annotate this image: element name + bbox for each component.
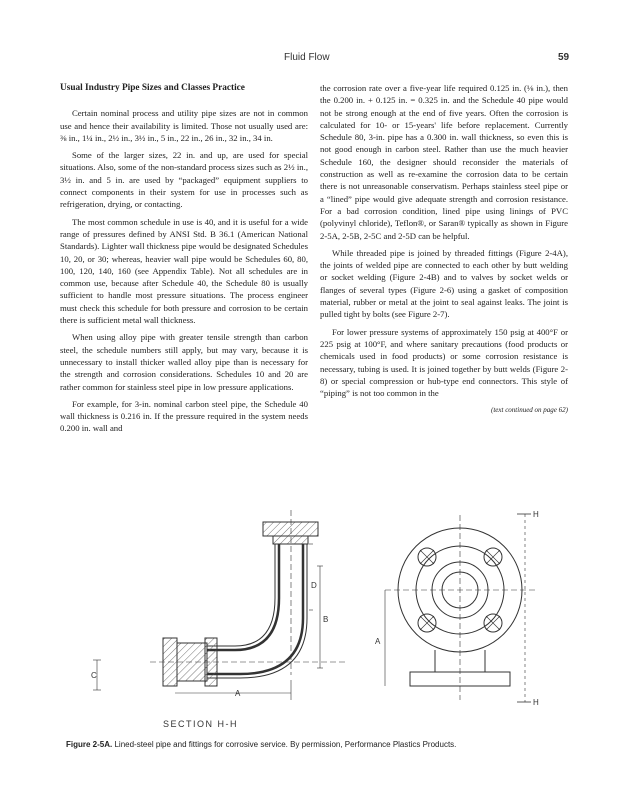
page-number: 59 <box>558 52 570 63</box>
label-a-left: A <box>235 689 241 698</box>
paragraph: While threaded pipe is joined by threaded fittings (Figure 2-4A), the joints of welded pipe are connected to each other by butt welding or socket welding (Figure 2-4B) and to valves by socket welds or flanges of several types (Figure 2-6) using a gasket of composition material, rubber or metal at the joint to seal against leaks. The joint is pulled tight by bolts (see Figure 2-7). <box>320 247 568 320</box>
top-flange <box>263 522 318 536</box>
paragraph: When using alloy pipe with greater tensile strength than carbon steel, the schedule numbers still apply, but may vary, because it is unnecessary to install thicker walled alloy pipe than is necessary for the strength and corrosion considerations. Schedules 10 and 20 are rather common for stainless steel pipe in low pressure applications. <box>60 332 308 392</box>
label-c: C <box>91 671 97 680</box>
figure-caption <box>66 740 456 749</box>
caption-text: Lined-steel pipe and fittings for corrosive service. By permission, Performance Plastics Products. <box>114 740 457 749</box>
elbow-outer <box>207 618 307 678</box>
right-column <box>320 82 568 417</box>
left-column <box>60 82 308 440</box>
paragraph: For lower pressure systems of approximately 150 psig at 400°F or 225 psig at 100°F, and where sanitary precautions (food products or chemicals used in food products) or some corrosion resistance is necessary, tubing is used. It is joined together by butt welds (Figure 2-8) or special compression or hub-type end connectors. This style of “piping” is not too common in the <box>320 326 568 399</box>
label-b: B <box>323 615 329 624</box>
label-d: D <box>311 581 317 590</box>
continuation-note: (text continued on page 62) <box>491 406 568 415</box>
label-h-top: H <box>533 510 539 519</box>
section-heading: Usual Industry Pipe Sizes and Classes Practice <box>60 83 245 93</box>
label-h-bottom: H <box>533 698 539 707</box>
section-label: SECTION H-H <box>163 719 238 729</box>
paragraph: For example, for 3-in. nominal carbon steel pipe, the Schedule 40 wall thickness is 0.216 in. If the pressure required in the system needs 0.200 in. wall and <box>60 398 308 434</box>
pipe-fittings-drawing <box>55 500 585 730</box>
paragraph: The most common schedule in use is 40, and it is useful for a wide range of pressures defined by ANSI Std. B 36.1 (American National Standards). Lighter wall thickness pipe would be designated Schedules 10, 20, or 30; whereas, heavier wall pipe would be Schedules 60, 80, 100, 120, 140, 160 (see Appendix Table). Not all schedules are in common use, because after Schedule 40, the Schedule 80 is usually sufficient to handle most pressure situations. The process engineer must check this schedule for both pressure and corrosion to be certain there is sufficient metal wall thickness. <box>60 216 308 326</box>
paragraph: the corrosion rate over a five-year life required 0.125 in. (⅛ in.), then the 0.200 in. + 0.125 in. = 0.325 in. and the Schedule 40 pipe would not be strong enough at the end of five years. Often the corrosion is calculated for 10- or 15-years' life before replacement. Currently Schedule 80, 3-in. pipe has a 0.300 in. wall thickness, so even this is not good enough in carbon steel. Rather than use the much heavier Schedule 160, the designer should reconsider the materials of construction as well as re-examine the corrosion data to be certain there is not unreasonable conservatism. Perhaps stainless steel pipe or a “lined” pipe would give adequate strength and corrosion resistance. For a bad corrosion condition, lined pipe using linings of PVC (polyvinyl chloride), Teflon®, or Saran® typically as shown in Figure 2-5A, 2-5B, 2-5C and 2-5D can be helpful. <box>320 83 568 241</box>
paragraph: Certain nominal process and utility pipe sizes are not in common use and hence their availability is limited. Those not usually used are: ⅜ in., 1¼ in., 2½ in., 3½ in., 5 in., 22 in., 26 in., 32 in., 34 in. <box>60 108 308 143</box>
running-title: Fluid Flow <box>284 52 330 63</box>
caption-number: Figure 2-5A. <box>66 740 113 749</box>
paragraph: Some of the larger sizes, 22 in. and up, are used for special situations. Also, some of the non-standard process sizes such as 2½ in., 3½ in. and 5 in. are used by “packaged” equipment suppliers to connect components in their system for use in processes such as refrigeration, drying, or contacting. <box>60 150 308 210</box>
label-a-right: A <box>375 637 381 646</box>
